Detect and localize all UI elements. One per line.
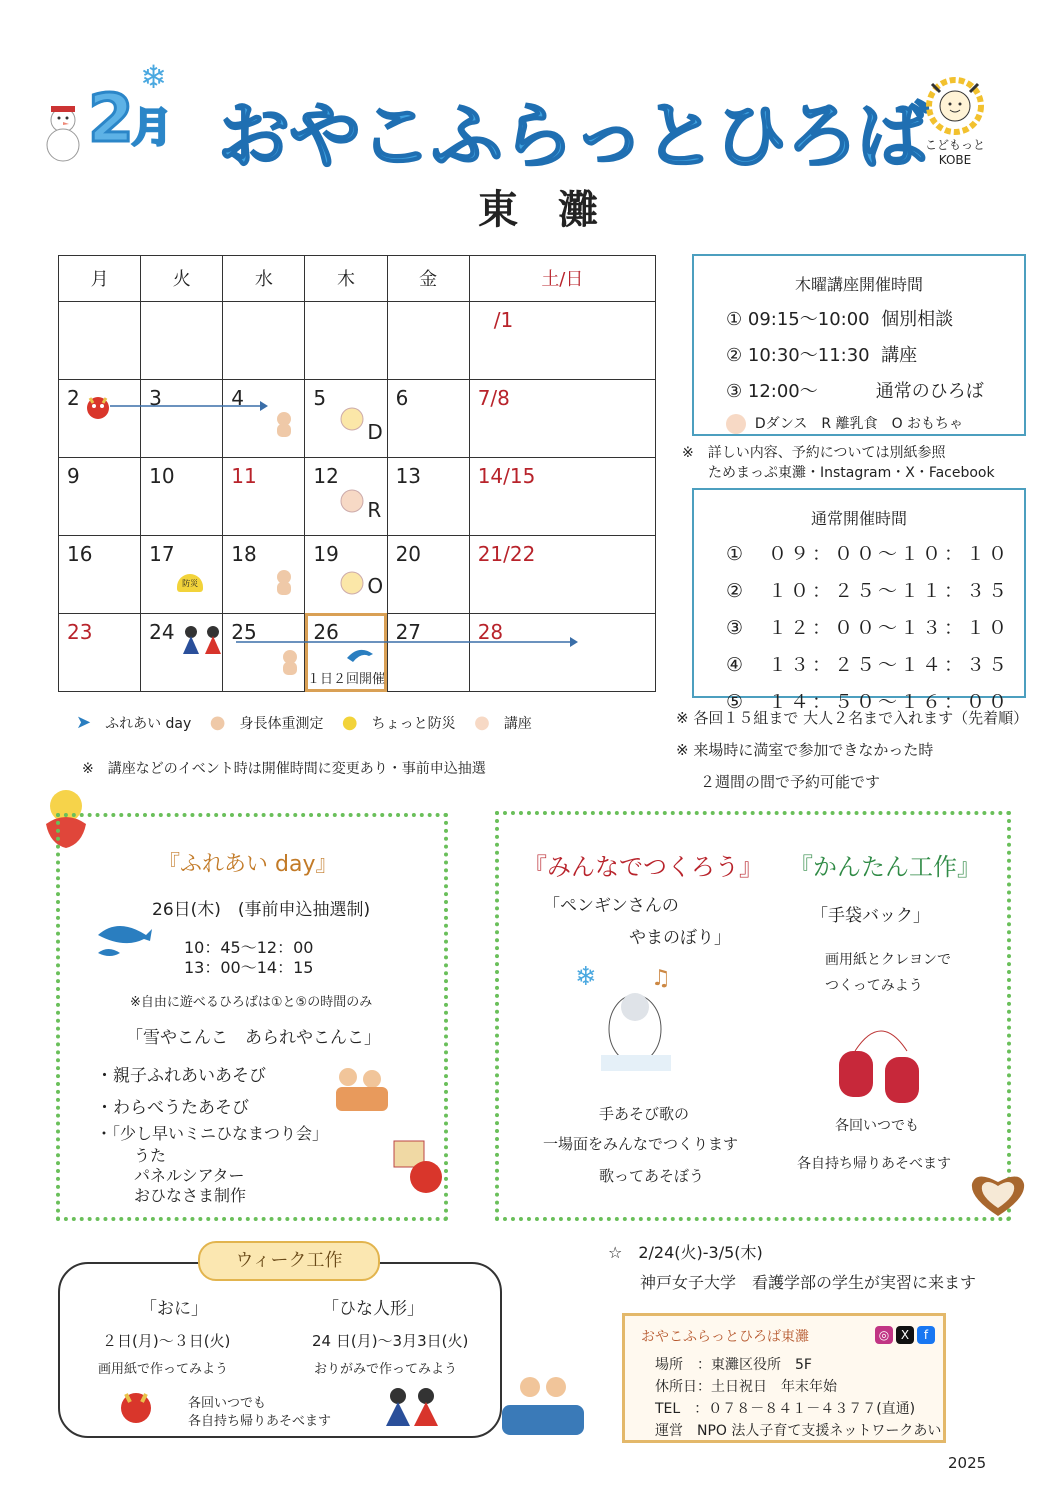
day-number: 19 — [313, 541, 339, 566]
fureai-day-section — [56, 813, 448, 1221]
week-left-desc: 画用紙で作ってみよう — [98, 1362, 229, 1377]
weekday-weekend: 土/日 — [469, 256, 655, 302]
week-common-1: 各回いつでも — [188, 1396, 267, 1411]
lecture-codes: Dダンス R 離乳食 O おもちゃ — [726, 413, 1024, 434]
fureai-date: 26日(木) (事前申込抽選制) — [152, 900, 371, 920]
kantan-desc-1: 画用紙とクレヨンで — [825, 952, 951, 968]
day-number: 25 — [231, 619, 257, 644]
contact-title: おやこふらっとひろば東灘 — [641, 1329, 809, 1345]
fureai-item: ・親子ふれあいあそび — [96, 1066, 266, 1086]
day-number: 24 — [149, 619, 175, 644]
bosai-helmet-icon: ● — [341, 712, 358, 733]
day-number: /1 — [493, 307, 514, 332]
snowman-icon — [38, 100, 88, 166]
day-number: 4 — [231, 385, 245, 410]
week-craft-box — [58, 1262, 502, 1438]
day-number: 27 — [395, 619, 422, 644]
day-number: 2 — [67, 385, 80, 410]
day-cell — [305, 301, 387, 379]
bosai-helmet-icon: 防災 — [177, 574, 203, 592]
day-cell — [387, 379, 469, 457]
day-cell — [469, 535, 655, 613]
day-cell — [305, 535, 387, 613]
fureai-time-2: 13：00～14：15 — [184, 958, 314, 977]
event-span-arrow — [236, 634, 582, 650]
dolphin-icon: ➤ — [76, 712, 92, 733]
lecture-row-1: ① 09:15～10:00 個別相談 — [726, 309, 954, 330]
day-cell — [59, 613, 141, 691]
day-cell — [59, 457, 141, 535]
kantan-title: 『かんたん工作』 — [789, 853, 981, 881]
mark-dance: D — [367, 419, 383, 444]
tsukuro-theme-1: 「ペンギンさんの — [543, 896, 679, 916]
contact-place: 場所 ：東灘区役所 5F — [655, 1357, 812, 1373]
practicum-desc: 神戸女子大学 看護学部の学生が実習に来ます — [640, 1273, 977, 1292]
regular-row: ④ １３：２５～１４：３５ — [726, 654, 1011, 676]
day-cell — [141, 457, 223, 535]
day-cell-highlight — [305, 613, 387, 691]
lecture-baby-icon — [339, 570, 365, 601]
kantan-theme: 「手袋バック」 — [811, 906, 930, 926]
day-number: 14/15 — [477, 463, 536, 488]
day-number: 11 — [231, 463, 257, 488]
day-number: 17 — [149, 541, 175, 566]
oni-icon — [118, 1388, 154, 1428]
practicum-dates: ☆ 2/24(火)-3/5(木) — [608, 1243, 763, 1262]
fureai-subitem: うた — [134, 1146, 167, 1165]
month-label: 2月 — [88, 80, 170, 157]
legend-measure: 身長体重測定 — [239, 716, 324, 732]
capacity-notes: ※ 各回１５組まで 大人２名まで入れます（先着順） ※ 来場時に満室で参加できなかった時 ２週間の間で予約可能です — [676, 709, 1029, 791]
day-number: 7/8 — [477, 385, 510, 410]
fureai-item: ・わらべうたあそび — [96, 1098, 249, 1118]
regular-row: ⑤ １４：５０～１６：００ — [726, 691, 1011, 713]
mark-toy: O — [367, 573, 384, 598]
day-cell — [223, 535, 305, 613]
weekday-wed: 水 — [223, 256, 305, 302]
contact-tel: TEL ：０７８－８４１－４３７７(直通) — [655, 1401, 916, 1417]
day-cell — [305, 457, 387, 535]
twice-label: １日２回開催 — [306, 672, 385, 687]
weekday-thu: 木 — [305, 256, 387, 302]
day-cell — [469, 613, 655, 691]
tsukuro-desc-2: 一場面をみんなでつくります — [543, 1135, 739, 1153]
day-number: 28 — [477, 619, 504, 644]
event-change-note: ※ 講座などのイベント時は開催時間に変更あり・事前申込抽選 — [82, 761, 486, 777]
weekday-fri: 金 — [387, 256, 469, 302]
calendar-legend — [76, 712, 546, 733]
regular-row: ② １０：２５～１１：３５ — [726, 580, 1011, 602]
event-span-arrow — [110, 398, 270, 414]
heart-cookie-icon — [968, 1168, 1028, 1224]
day-number: 18 — [231, 541, 257, 566]
oni-icon — [85, 394, 111, 425]
day-cell — [387, 535, 469, 613]
regular-row: ③ １２：００～１３：１０ — [726, 617, 1011, 639]
calendar-week-4 — [59, 535, 656, 613]
week-right-title: 「ひな人形」 — [322, 1299, 424, 1319]
kodomotto-logo — [924, 70, 986, 140]
tsukuro-desc-3: 歌ってあそぼう — [599, 1167, 705, 1185]
calendar-week-2 — [59, 379, 656, 457]
day-number: 5 — [313, 385, 327, 410]
svg-text:❄: ❄ — [575, 962, 597, 992]
day-cell — [59, 535, 141, 613]
legend-fureai: ふれあい day — [105, 716, 192, 732]
day-cell — [305, 379, 387, 457]
day-cell — [223, 613, 305, 691]
snowflake-icon: ❄ — [140, 58, 167, 96]
day-cell — [223, 379, 305, 457]
oni-bean-icon — [390, 1135, 446, 1201]
day-cell — [141, 535, 223, 613]
weekday-tue: 火 — [141, 256, 223, 302]
reference-note: ※ 詳しい内容、予約については別紙参照 ためまっぷ東灘・Instagram・X・Facebook — [682, 445, 995, 481]
bear-measure-icon — [273, 410, 295, 443]
day-number: 26 — [313, 619, 339, 644]
week-right-date: 24 日(月)～3月3日(火) — [312, 1332, 469, 1350]
tsukuro-desc-1: 手あそび歌の — [599, 1105, 690, 1123]
location-subtitle: 東灘 — [478, 187, 638, 233]
day-number: 9 — [67, 463, 80, 488]
mark-weaning: R — [367, 497, 382, 522]
svg-text:♫: ♫ — [651, 966, 671, 991]
day-cell — [387, 301, 469, 379]
instagram-icon[interactable]: ◎ — [875, 1326, 893, 1344]
lecture-baby-icon — [339, 488, 365, 519]
lecture-row-2: ② 10:30～11:30 講座 — [726, 345, 918, 366]
kantan-desc-2: つくってみよう — [825, 978, 923, 994]
footer-year: 2025 — [948, 1454, 987, 1472]
calendar-week-5 — [59, 613, 656, 691]
legend-bosai: ちょっと防災 — [371, 716, 456, 732]
kantan-desc-4: 各自持ち帰りあそべます — [797, 1156, 951, 1172]
day-number: 3 — [149, 385, 162, 410]
bear-measure-icon: ● — [209, 712, 226, 733]
day-number: 12 — [313, 463, 339, 488]
regular-hours-title: 通常開催時間 — [810, 509, 907, 528]
contact-org: 運営 NPO 法人子育て支援ネットワークあい — [655, 1423, 942, 1439]
page-title: おやこふらっとひろば — [218, 94, 929, 178]
sns-icons — [872, 1326, 935, 1344]
calendar-table — [58, 255, 656, 692]
fureai-item: ・「少し早いミニひなまつり会」 — [96, 1124, 329, 1143]
whale-icon — [94, 915, 154, 965]
day-cell — [469, 379, 655, 457]
day-cell — [59, 379, 141, 457]
fureai-subitem: パネルシアター — [134, 1166, 245, 1185]
fureai-subitem: おひなさま制作 — [134, 1186, 247, 1205]
day-cell — [141, 301, 223, 379]
craft-section — [495, 811, 1011, 1221]
day-number: 6 — [395, 385, 409, 410]
lecture-row-3: ③ 12:00～ 通常のひろば — [726, 381, 984, 402]
contact-closed: 休所日：土日祝日 年末年始 — [655, 1379, 837, 1395]
fureai-free-note: ※自由に遊べるひろばは①と⑤の時間のみ — [130, 995, 373, 1010]
day-number: 13 — [395, 463, 422, 488]
hina-doll-icon — [382, 1384, 442, 1432]
regular-row: ① ０９：００～１０：１０ — [726, 543, 1011, 565]
tsukuro-title: 『みんなでつくろう』 — [523, 853, 763, 881]
day-cell — [387, 457, 469, 535]
day-cell — [141, 379, 223, 457]
week-craft-tag: ウィーク工作 — [198, 1241, 380, 1281]
facebook-icon[interactable]: f — [917, 1326, 935, 1344]
calendar-week-3 — [59, 457, 656, 535]
week-left-date: ２日(月)～３日(火) — [102, 1332, 231, 1350]
day-cell — [387, 613, 469, 691]
lecture-hours-title: 木曜講座開催時間 — [794, 275, 923, 294]
calendar-week-1 — [59, 301, 656, 379]
week-common-2: 各自持ち帰りあそべます — [188, 1414, 332, 1429]
family-icon — [330, 1063, 392, 1119]
day-number: 21/22 — [477, 541, 536, 566]
fureai-title: 『ふれあい day』 — [158, 852, 338, 877]
week-left-title: 「おに」 — [140, 1299, 208, 1319]
fureai-theme: 「雪やこんこ あられやこんこ」 — [126, 1028, 381, 1048]
tsukuro-theme-2: やまのぼり」 — [629, 928, 731, 948]
mittens-icon — [835, 1011, 927, 1111]
lecture-hours-box — [692, 254, 1026, 436]
regular-hours-box — [692, 488, 1026, 713]
x-icon[interactable]: X — [896, 1326, 914, 1344]
hina-doll-icon — [179, 622, 225, 661]
bear-measure-icon — [279, 648, 301, 681]
kantan-desc-3: 各回いつでも — [835, 1118, 919, 1134]
week-right-desc: おりがみで作ってみよう — [314, 1362, 458, 1377]
day-cell — [141, 613, 223, 691]
lecture-baby-icon — [339, 406, 365, 437]
lecture-baby-icon — [726, 414, 746, 434]
children-sofa-icon — [500, 1365, 586, 1445]
day-cell — [223, 301, 305, 379]
day-cell — [469, 301, 655, 379]
day-number: 20 — [395, 541, 422, 566]
day-number: 23 — [67, 619, 93, 644]
contact-box — [622, 1313, 946, 1443]
bear-measure-icon — [273, 568, 295, 601]
fureai-time-1: 10：45～12：00 — [184, 938, 314, 957]
logo-text: こどもっと KOBE — [924, 138, 985, 167]
day-number: 16 — [67, 541, 93, 566]
day-cell — [469, 457, 655, 535]
day-cell — [59, 301, 141, 379]
day-number: 10 — [149, 463, 175, 488]
lecture-baby-icon: ● — [474, 712, 490, 733]
weekday-mon: 月 — [59, 256, 141, 302]
penguin-icon — [571, 955, 701, 1079]
day-cell — [223, 457, 305, 535]
legend-lecture: 講座 — [503, 716, 532, 732]
